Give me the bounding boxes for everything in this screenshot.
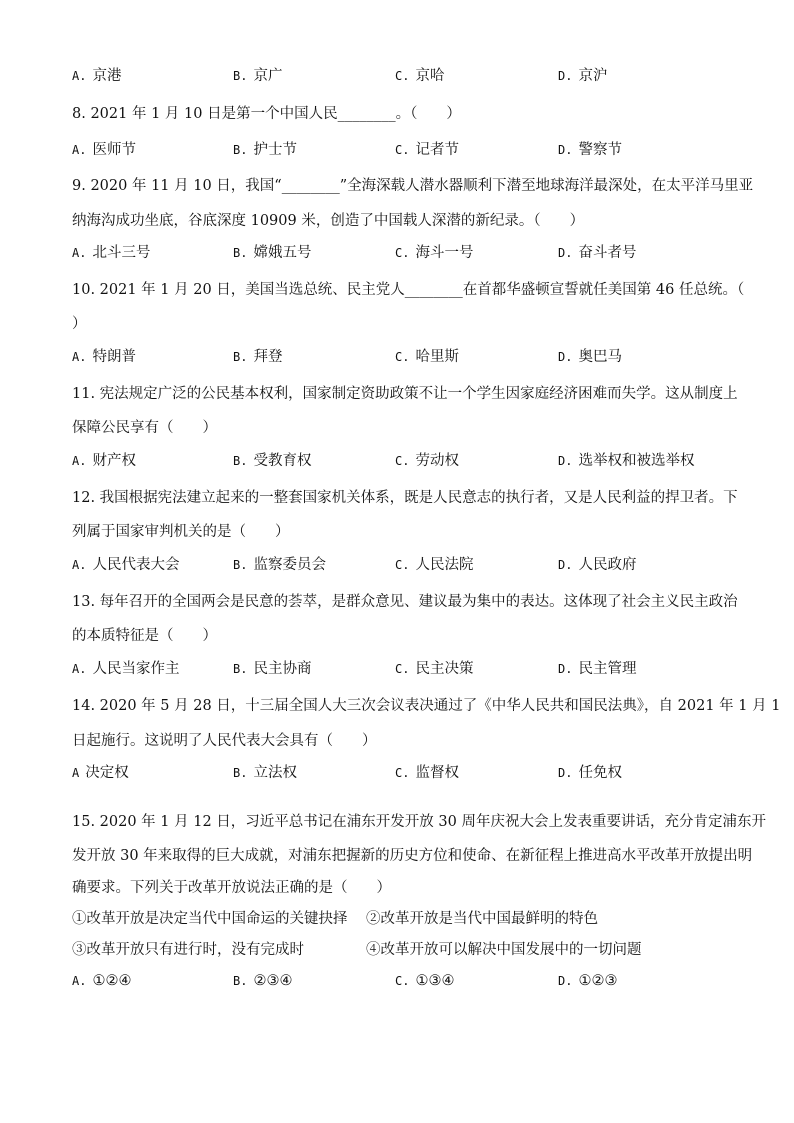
q14-option-a[interactable]: A 决定权 [72,765,129,781]
q13-option-b[interactable]: B. 民主协商 [233,661,312,677]
q15-statement-4: ④改革开放可以解决中国发展中的一切问题 [366,942,642,958]
q8-option-c[interactable]: C. 记者节 [395,142,459,158]
q15-options [72,971,732,991]
q12-option-a[interactable]: A. 人民代表大会 [72,557,180,573]
q11-stem-line2: 保障公民享有（ ） [72,420,217,436]
q14-stem-line1: 14. 2020 年 5 月 28 日，十三届全国人大三次会议表决通过了《中华人民共和国民法典》，自 2021 年 1 月 1 [72,698,781,714]
q12-stem-line2: 列属于国家审判机关的是（ ） [72,524,290,540]
q9-stem-line2: 纳海沟成功坐底，谷底深度 10909 米，创造了中国载人深潜的新纪录。（ ） [72,213,585,229]
q11-option-a[interactable]: A. 财产权 [72,453,136,469]
q13-option-c[interactable]: C. 民主决策 [395,661,474,677]
q7-option-c[interactable]: C. 京哈 [395,68,445,84]
q11-options [72,451,732,471]
q8-stem: 8. 2021 年 1 月 10 日是第一个中国人民________。（ ） [72,106,461,122]
q14-option-b[interactable]: B. 立法权 [233,765,297,781]
q10-option-a[interactable]: A. 特朗普 [72,349,136,365]
q8-options [72,140,732,160]
q15-stem-line2: 发开放 30 年来取得的巨大成就，对浦东把握新的历史方位和使命、在新征程上推进高水平改革开放提出明 [72,848,753,864]
q12-option-b[interactable]: B. 监察委员会 [233,557,326,573]
q14-option-d[interactable]: D. 任免权 [558,765,622,781]
q12-option-d[interactable]: D. 人民政府 [558,557,637,573]
q10-option-d[interactable]: D. 奥巴马 [558,349,622,365]
q8-option-b[interactable]: B. 护士节 [233,142,297,158]
q7-options [72,66,732,86]
q10-option-b[interactable]: B. 拜登 [233,349,283,365]
q15-statement-3: ③改革开放只有进行时，没有完成时 [72,942,304,958]
q14-stem-line2: 日起施行。这说明了人民代表大会具有（ ） [72,733,377,749]
q7-option-a[interactable]: A. 京港 [72,68,122,84]
q10-options [72,347,732,367]
q9-stem-line1: 9. 2020 年 11 月 10 日，我国“________”全海深载人潜水器顺利下潜至地球海洋最深处，在太平洋马里亚 [72,178,754,194]
q9-option-c[interactable]: C. 海斗一号 [395,245,474,261]
q11-option-c[interactable]: C. 劳动权 [395,453,459,469]
q15-statement-2: ②改革开放是当代中国最鲜明的特色 [366,911,598,927]
q11-option-d[interactable]: D. 选举权和被选举权 [558,453,695,469]
q12-stem-line1: 12. 我国根据宪法建立起来的一整套国家机关体系，既是人民意志的执行者，又是人民利益的捍卫者。下 [72,490,738,506]
q13-option-d[interactable]: D. 民主管理 [558,661,637,677]
q8-option-d[interactable]: D. 警察节 [558,142,622,158]
q15-option-b[interactable]: B. ②③④ [233,973,293,989]
q11-stem-line1: 11. 宪法规定广泛的公民基本权利，国家制定资助政策不让一个学生因家庭经济困难而失学。这从制度上 [72,386,738,402]
q9-options [72,243,732,263]
q10-stem-line1: 10. 2021 年 1 月 20 日，美国当选总统、民主党人________在首都华盛顿宣誓就任美国第 46 任总统。（ [72,282,745,298]
q15-stem-line3: 确要求。下列关于改革开放说法正确的是（ ） [72,880,391,896]
q7-option-d[interactable]: D. 京沪 [558,68,608,84]
q15-stem-line1: 15. 2020 年 1 月 12 日，习近平总书记在浦东开发开放 30 周年庆祝大会上发表重要讲话，充分肯定浦东开 [72,814,766,830]
q13-stem-line1: 13. 每年召开的全国两会是民意的荟萃，是群众意见、建议最为集中的表达。这体现了社会主义民主政治 [72,594,738,610]
q7-option-b[interactable]: B. 京广 [233,68,283,84]
q15-option-c[interactable]: C. ①③④ [395,973,455,989]
q11-option-b[interactable]: B. 受教育权 [233,453,312,469]
q9-option-b[interactable]: B. 嫦娥五号 [233,245,312,261]
q10-stem-line2: ） [72,316,87,332]
q10-option-c[interactable]: C. 哈里斯 [395,349,459,365]
q15-option-d[interactable]: D. ①②③ [558,973,618,989]
q13-option-a[interactable]: A. 人民当家作主 [72,661,180,677]
q9-option-d[interactable]: D. 奋斗者号 [558,245,637,261]
q13-stem-line2: 的本质特征是（ ） [72,628,217,644]
q12-option-c[interactable]: C. 人民法院 [395,557,474,573]
q9-option-a[interactable]: A. 北斗三号 [72,245,151,261]
q8-option-a[interactable]: A. 医师节 [72,142,136,158]
q14-options [72,763,732,783]
q15-option-a[interactable]: A. ①②④ [72,973,132,989]
q15-statement-1: ①改革开放是决定当代中国命运的关键抉择 [72,911,348,927]
q12-options [72,555,732,575]
q14-option-c[interactable]: C. 监督权 [395,765,459,781]
q13-options [72,659,732,679]
